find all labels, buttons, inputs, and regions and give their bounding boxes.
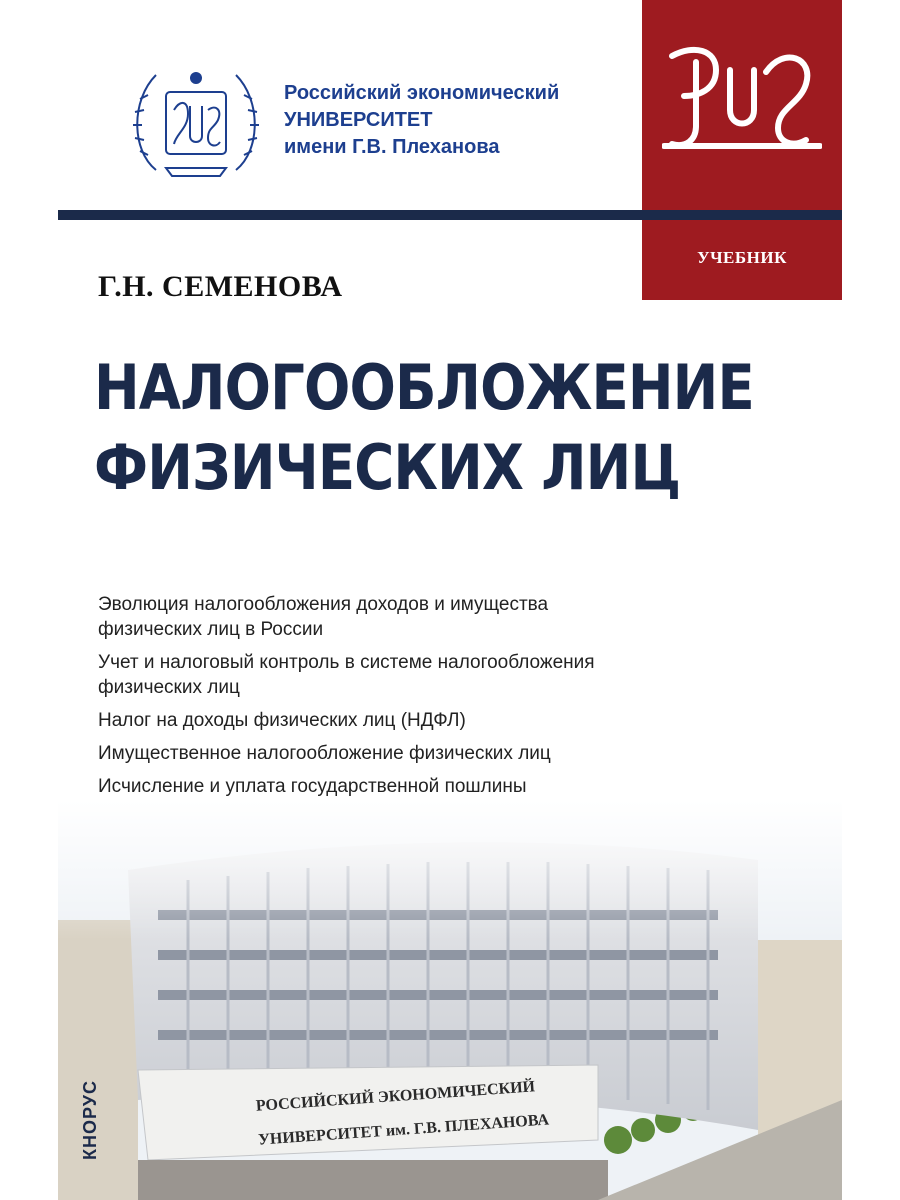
topic-line: Налог на доходы физических лиц (НДФЛ) [98, 710, 466, 731]
topic-line: Имущественное налогообложение физических лиц [98, 743, 551, 764]
book-cover [58, 0, 842, 1200]
topic-item [98, 650, 658, 700]
header-divider [58, 210, 842, 220]
book-title-line-1: НАЛОГООБЛОЖЕНИЕ [94, 351, 754, 424]
topic-line: Эволюция налогообложения доходов и имущества [98, 594, 549, 615]
building-sign-line-2: УНИВЕРСИТЕТ им. Г.В. ПЛЕХАНОВА [257, 1111, 550, 1149]
author-name: Г.Н. СЕМЕНОВА [98, 270, 343, 303]
topic-item [98, 592, 658, 642]
topic-line: физических лиц в России [98, 619, 324, 640]
topic-line: физических лиц [98, 677, 240, 698]
book-title [94, 348, 754, 508]
book-type-label: УЧЕБНИК [697, 248, 787, 267]
topic-item [98, 708, 658, 733]
university-name-line-1: Российский экономический [284, 82, 560, 104]
university-name [284, 80, 559, 161]
topic-line: Исчисление и уплата государственной пошлины [98, 776, 527, 797]
university-name-line-3: имени Г.В. Плеханова [284, 136, 500, 158]
publisher-name: КНОРУС [80, 1080, 100, 1160]
building-sign-line-1: РОССИЙСКИЙ ЭКОНОМИЧЕСКИЙ [255, 1078, 536, 1115]
topic-item [98, 741, 658, 766]
university-name-line-2: УНИВЕРСИТЕТ [284, 109, 433, 131]
ru-monogram-logo-icon [662, 42, 822, 160]
red-brand-block [642, 0, 842, 300]
university-seal-icon [126, 60, 266, 184]
topic-line: Учет и налоговый контроль в системе налогообложения [98, 652, 595, 673]
book-title-line-2: ФИЗИЧЕСКИХ ЛИЦ [94, 431, 681, 504]
